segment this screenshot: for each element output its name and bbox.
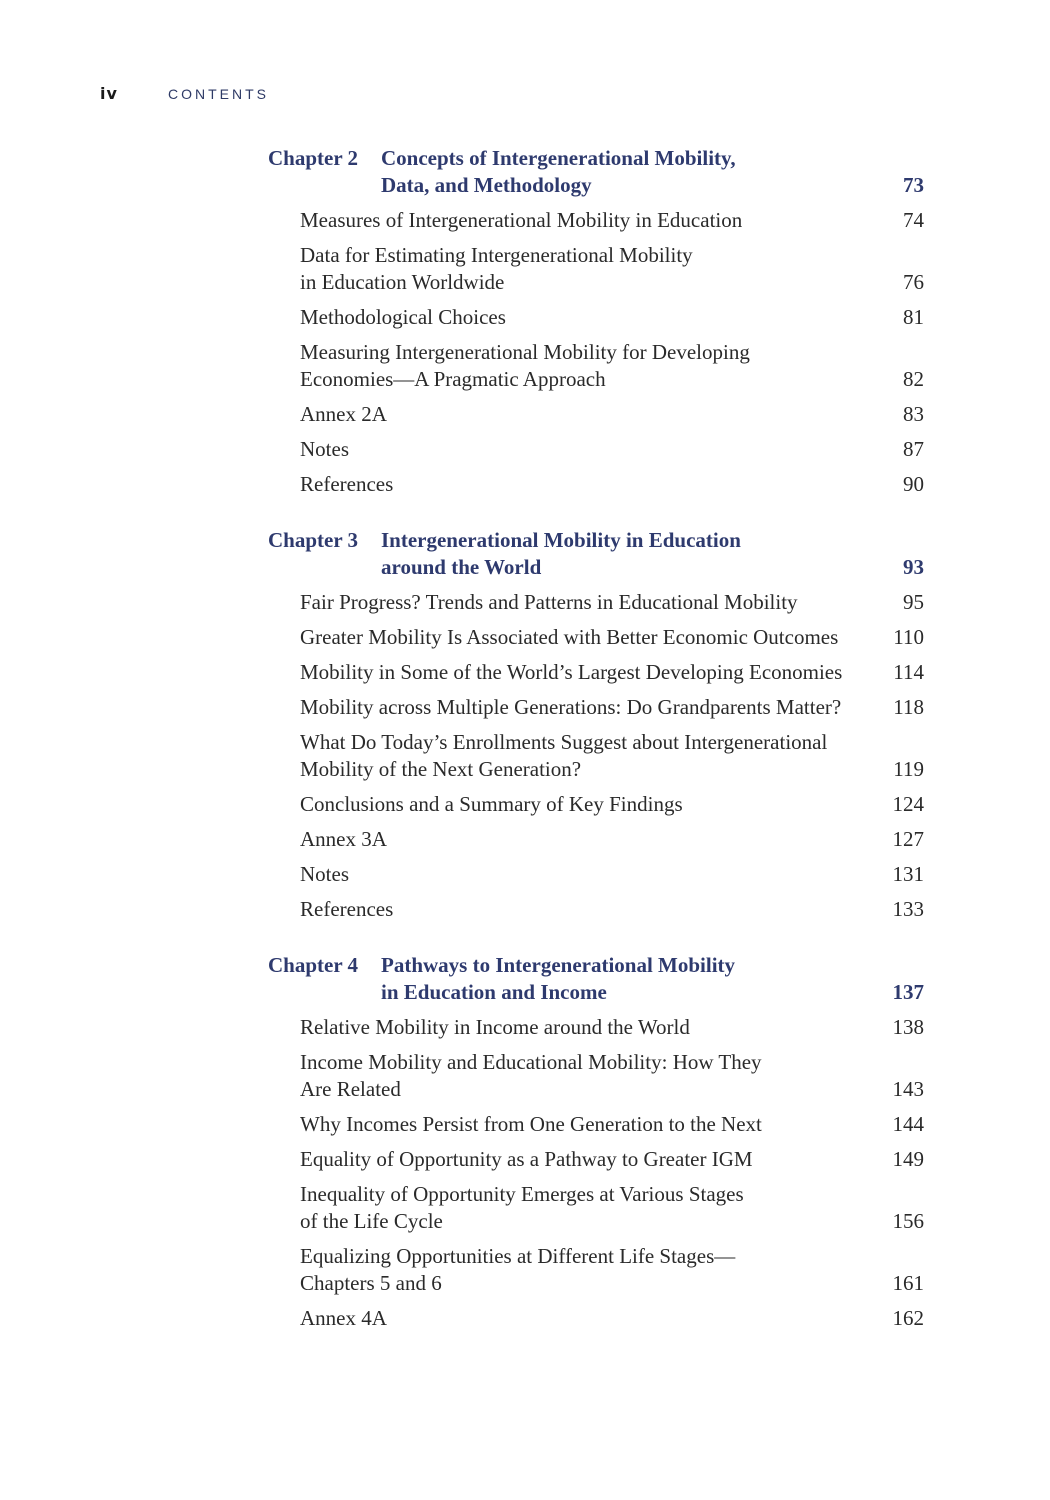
toc-entry[interactable] bbox=[300, 1243, 924, 1297]
toc-page-number: 149 bbox=[892, 1147, 924, 1171]
toc-entry-title bbox=[300, 471, 885, 498]
toc-page-number: 110 bbox=[893, 625, 924, 649]
toc-page-number: 144 bbox=[892, 1112, 924, 1136]
toc-entry-line: References bbox=[300, 472, 394, 496]
toc-entry-title bbox=[300, 242, 885, 296]
toc-entry[interactable] bbox=[300, 659, 924, 686]
toc-entry[interactable] bbox=[300, 791, 924, 818]
toc-entry-title bbox=[300, 339, 885, 393]
toc-entry[interactable] bbox=[300, 339, 924, 393]
toc-entry-line: Equalizing Opportunities at Different Life Stages— bbox=[300, 1244, 736, 1268]
toc-entry-title bbox=[300, 1305, 885, 1332]
toc-page-number: 82 bbox=[903, 367, 924, 391]
toc-entry-line: in Education Worldwide bbox=[300, 270, 505, 294]
chapter-heading[interactable] bbox=[268, 527, 924, 581]
toc-entry-line: References bbox=[300, 897, 394, 921]
chapter-heading[interactable] bbox=[268, 952, 924, 1006]
toc-entry-line: Mobility in Some of the World’s Largest Developing Economies bbox=[300, 660, 843, 684]
toc-entry[interactable] bbox=[300, 694, 924, 721]
toc-page-number: 124 bbox=[892, 792, 924, 816]
chapter-title-line: in Education and Income bbox=[381, 980, 607, 1004]
chapter-title bbox=[381, 952, 861, 1006]
toc-entry[interactable] bbox=[300, 1305, 924, 1332]
chapter-label: Chapter 2 bbox=[268, 146, 359, 170]
toc-entry-line: Data for Estimating Intergenerational Mobility bbox=[300, 243, 693, 267]
toc-entry[interactable] bbox=[300, 242, 924, 296]
toc-page-number: 74 bbox=[903, 208, 924, 232]
toc-entry[interactable] bbox=[300, 471, 924, 498]
toc-entry-title bbox=[300, 896, 885, 923]
chapter-page-number: 137 bbox=[892, 980, 924, 1004]
toc-entry-title bbox=[300, 401, 885, 428]
toc-entry-line: Mobility of the Next Generation? bbox=[300, 757, 582, 781]
toc-entry-line: Greater Mobility Is Associated with Better Economic Outcomes bbox=[300, 625, 839, 649]
toc-entry[interactable] bbox=[300, 1014, 924, 1041]
toc-page-number: 83 bbox=[903, 402, 924, 426]
toc-entry-line: Why Incomes Persist from One Generation to the Next bbox=[300, 1112, 762, 1136]
toc-page-number: 87 bbox=[903, 437, 924, 461]
toc-entry-title bbox=[300, 1014, 885, 1041]
chapter-label: Chapter 4 bbox=[268, 953, 359, 977]
toc-entry-line: Inequality of Opportunity Emerges at Various Stages bbox=[300, 1182, 744, 1206]
chapter-page-number: 93 bbox=[903, 555, 924, 579]
toc-entry-line: Economies—A Pragmatic Approach bbox=[300, 367, 606, 391]
chapter-title-line: around the World bbox=[381, 555, 542, 579]
chapter-title-line: Data, and Methodology bbox=[381, 173, 592, 197]
toc-entry[interactable] bbox=[300, 207, 924, 234]
toc-entry-line: What Do Today’s Enrollments Suggest about Intergenerational bbox=[300, 730, 828, 754]
toc-page-number: 81 bbox=[903, 305, 924, 329]
toc-entry-line: Measures of Intergenerational Mobility in Education bbox=[300, 208, 743, 232]
toc-entry-line: Annex 2A bbox=[300, 402, 387, 426]
chapter-heading[interactable] bbox=[268, 145, 924, 199]
chapter-page-number: 73 bbox=[903, 173, 924, 197]
toc-entry[interactable] bbox=[300, 1111, 924, 1138]
toc-entry-title bbox=[300, 861, 885, 888]
toc-entry-title bbox=[300, 729, 885, 783]
toc-entry-title bbox=[300, 1181, 885, 1235]
toc-entry[interactable] bbox=[300, 401, 924, 428]
toc-page-number: 138 bbox=[892, 1015, 924, 1039]
toc-page-number: 143 bbox=[892, 1077, 924, 1101]
toc-entry-line: Notes bbox=[300, 437, 349, 461]
toc-entry-line: Annex 3A bbox=[300, 827, 387, 851]
toc-entry[interactable] bbox=[300, 1049, 924, 1103]
toc-entry-line: Methodological Choices bbox=[300, 305, 506, 329]
toc-page-number: 118 bbox=[893, 695, 924, 719]
toc-entry-title bbox=[300, 304, 885, 331]
toc-entry-line: Are Related bbox=[300, 1077, 401, 1101]
toc-entry[interactable] bbox=[300, 624, 924, 651]
toc-entry[interactable] bbox=[300, 1146, 924, 1173]
toc-page-number: 162 bbox=[892, 1306, 924, 1330]
toc-entry-title bbox=[300, 436, 885, 463]
toc-page-number: 127 bbox=[892, 827, 924, 851]
toc-page-number: 119 bbox=[893, 757, 924, 781]
toc-entry[interactable] bbox=[300, 729, 924, 783]
page-folio: iv bbox=[100, 84, 118, 103]
toc-page-number: 131 bbox=[892, 862, 924, 886]
toc-entry-title bbox=[300, 1111, 885, 1138]
toc-entry[interactable] bbox=[300, 896, 924, 923]
toc-page-number: 156 bbox=[892, 1209, 924, 1233]
toc-entry[interactable] bbox=[300, 1181, 924, 1235]
chapter-title bbox=[381, 527, 861, 581]
toc-entry-line: Notes bbox=[300, 862, 349, 886]
toc-entry-title bbox=[300, 826, 885, 853]
toc-entry-line: Equality of Opportunity as a Pathway to Greater IGM bbox=[300, 1147, 753, 1171]
toc-entry-title bbox=[300, 589, 885, 616]
toc-entry[interactable] bbox=[300, 436, 924, 463]
toc-entry-line: Mobility across Multiple Generations: Do Grandparents Matter? bbox=[300, 695, 842, 719]
toc-page-number: 95 bbox=[903, 590, 924, 614]
toc-entry-line: Measuring Intergenerational Mobility for Developing bbox=[300, 340, 750, 364]
running-title: CONTENTS bbox=[168, 86, 269, 102]
toc-entry-line: Fair Progress? Trends and Patterns in Educational Mobility bbox=[300, 590, 798, 614]
toc-entry-line: Annex 4A bbox=[300, 1306, 387, 1330]
toc-entry-title bbox=[300, 694, 885, 721]
toc-entry-title bbox=[300, 1049, 885, 1103]
toc-entry-title bbox=[300, 791, 885, 818]
toc-entry[interactable] bbox=[300, 304, 924, 331]
toc-entry-title bbox=[300, 207, 885, 234]
chapter-title bbox=[381, 145, 861, 199]
toc-entry[interactable] bbox=[300, 861, 924, 888]
toc-entry[interactable] bbox=[300, 826, 924, 853]
toc-entry-title bbox=[300, 1146, 885, 1173]
toc-entry-title bbox=[300, 659, 885, 686]
chapter-title-line: Intergenerational Mobility in Education bbox=[381, 528, 741, 552]
toc-entry[interactable] bbox=[300, 589, 924, 616]
toc-entry-title bbox=[300, 1243, 885, 1297]
toc-page-number: 90 bbox=[903, 472, 924, 496]
toc-page-number: 161 bbox=[892, 1271, 924, 1295]
chapter-title-line: Concepts of Intergenerational Mobility, bbox=[381, 146, 736, 170]
chapter-title-line: Pathways to Intergenerational Mobility bbox=[381, 953, 736, 977]
toc-entry-line: of the Life Cycle bbox=[300, 1209, 443, 1233]
toc-entry-line: Conclusions and a Summary of Key Findings bbox=[300, 792, 683, 816]
toc-entry-line: Chapters 5 and 6 bbox=[300, 1271, 442, 1295]
toc-entry-line: Income Mobility and Educational Mobility: How They bbox=[300, 1050, 762, 1074]
chapter-label: Chapter 3 bbox=[268, 528, 359, 552]
toc-page-number: 133 bbox=[892, 897, 924, 921]
toc-entry-line: Relative Mobility in Income around the World bbox=[300, 1015, 690, 1039]
toc-page-number: 114 bbox=[893, 660, 924, 684]
toc-page-number: 76 bbox=[903, 270, 924, 294]
toc-entry-title bbox=[300, 624, 885, 651]
